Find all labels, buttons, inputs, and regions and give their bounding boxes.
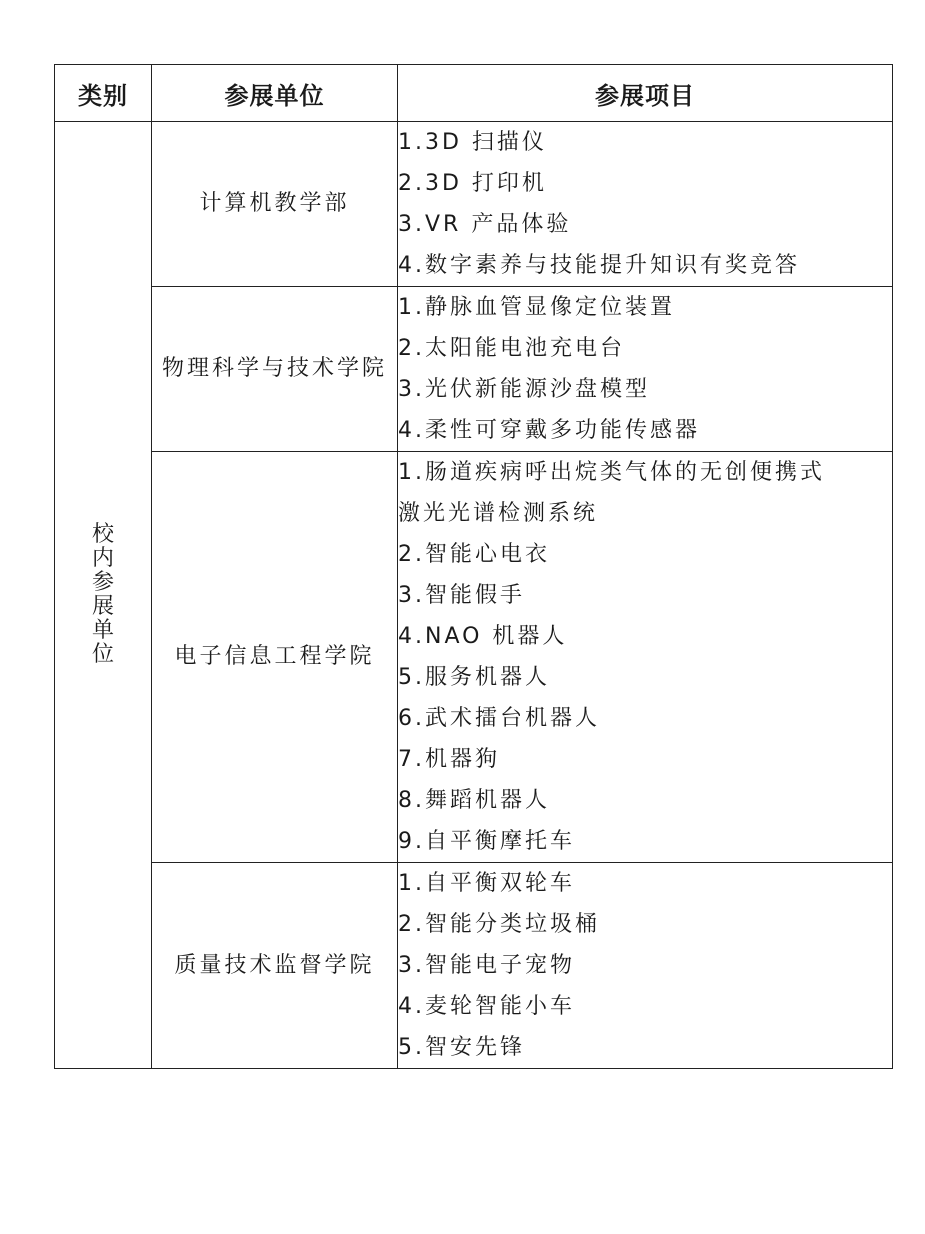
- list-item: 2.智能心电衣: [398, 542, 550, 567]
- header-row: [55, 65, 893, 122]
- list-item: 3.光伏新能源沙盘模型: [398, 377, 650, 402]
- list-item: 4.麦轮智能小车: [398, 994, 575, 1019]
- unit-cell: 物理科学与技术学院: [152, 287, 398, 452]
- list-item: 1.3D 扫描仪: [398, 130, 547, 155]
- unit-cell: 电子信息工程学院: [152, 452, 398, 863]
- list-item: 1.肠道疾病呼出烷类气体的无创便携式: [398, 460, 825, 485]
- list-item: 3.VR 产品体验: [398, 212, 572, 237]
- list-item: 4.柔性可穿戴多功能传感器: [398, 418, 700, 443]
- table-row: [55, 452, 893, 863]
- items-cell: [398, 452, 893, 863]
- items-cell: [398, 287, 893, 452]
- list-item: 2.智能分类垃圾桶: [398, 912, 600, 937]
- category-cell: [55, 122, 152, 1069]
- list-item: 9.自平衡摩托车: [398, 829, 575, 854]
- table-row: [55, 863, 893, 1069]
- list-item: 2.3D 打印机: [398, 171, 547, 196]
- items-cell: [398, 863, 893, 1069]
- list-item: 5.智安先锋: [398, 1035, 525, 1060]
- items-cell: [398, 122, 893, 287]
- unit-cell: 质量技术监督学院: [152, 863, 398, 1069]
- list-item: 3.智能假手: [398, 583, 525, 608]
- list-item: 8.舞蹈机器人: [398, 788, 550, 813]
- list-item: 6.武术擂台机器人: [398, 706, 600, 731]
- list-item: 2.太阳能电池充电台: [398, 336, 625, 361]
- header-unit: 参展单位: [152, 65, 398, 122]
- list-item: 激光光谱检测系统: [398, 501, 599, 526]
- list-item: 4.NAO 机器人: [398, 624, 568, 649]
- list-item: 5.服务机器人: [398, 665, 550, 690]
- list-item: 4.数字素养与技能提升知识有奖竞答: [398, 253, 800, 278]
- header-category: 类别: [55, 65, 152, 122]
- table-row: [55, 287, 893, 452]
- list-item: 1.自平衡双轮车: [398, 871, 575, 896]
- list-item: 7.机器狗: [398, 747, 500, 772]
- unit-cell: 计算机教学部: [152, 122, 398, 287]
- list-item: 3.智能电子宠物: [398, 953, 575, 978]
- exhibit-table: [54, 64, 893, 1069]
- category-label: 校内参展单位: [91, 522, 114, 667]
- list-item: 1.静脉血管显像定位装置: [398, 295, 675, 320]
- table-row: [55, 122, 893, 287]
- header-items: 参展项目: [398, 65, 893, 122]
